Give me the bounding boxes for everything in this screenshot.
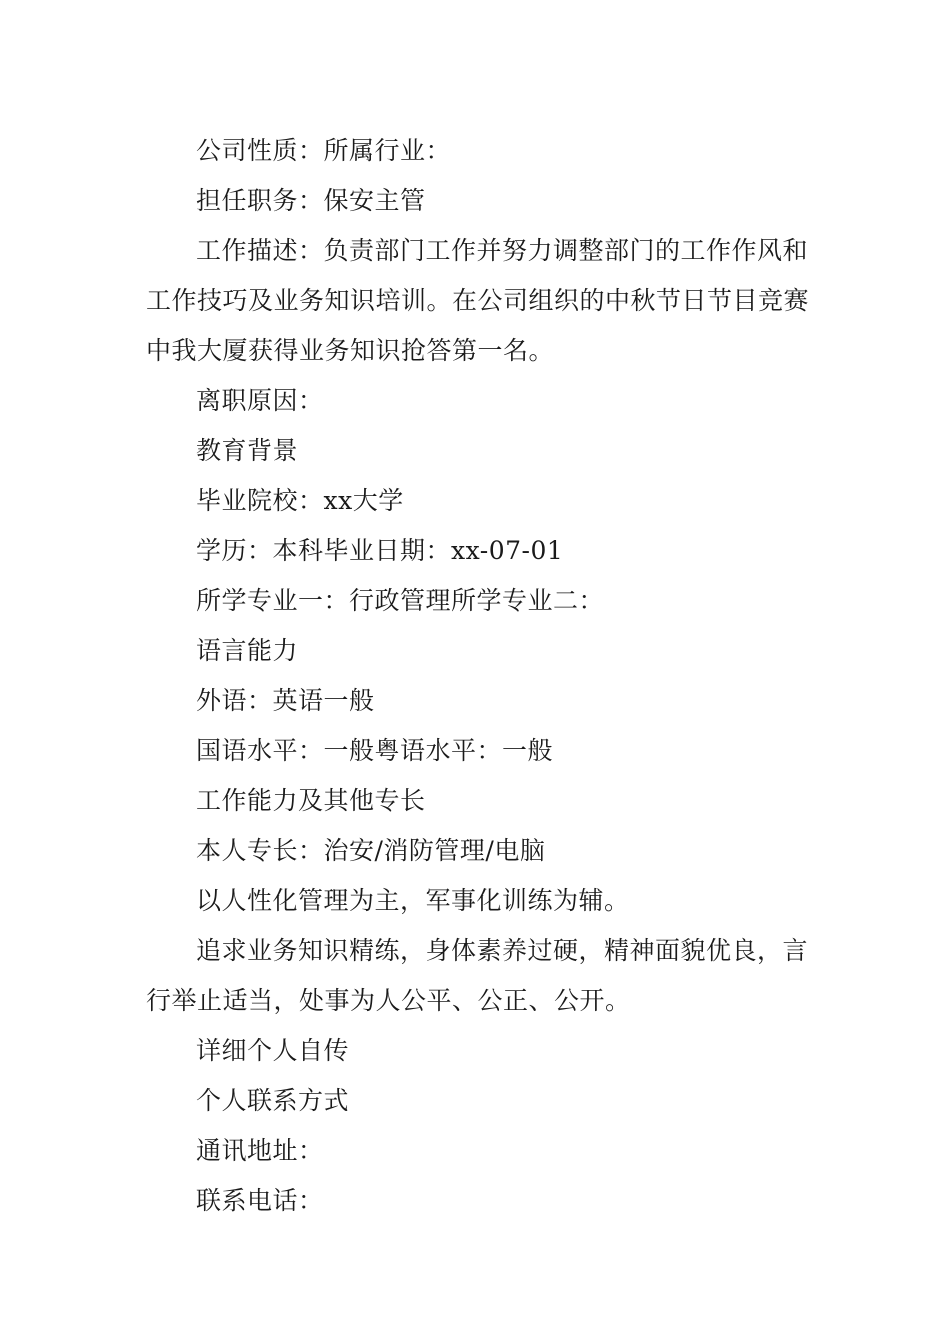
paragraph-pursuit: 追求业务知识精练，身体素养过硬，精神面貌优良，言行举止适当，处事为人公平、公正、公开。 (146, 936, 809, 1015)
paragraph-phone: 联系电话： (196, 1186, 324, 1215)
paragraph-school: 毕业院校：xx大学 (196, 486, 404, 515)
paragraph-management-style: 以人性化管理为主，军事化训练为辅。 (196, 886, 630, 915)
paragraph-company-nature: 公司性质：所属行业： (196, 136, 452, 165)
section-heading-language: 语言能力 (196, 636, 299, 665)
paragraph-leave-reason: 离职原因： (196, 386, 324, 415)
section-heading-autobiography: 详细个人自传 (196, 1036, 350, 1065)
paragraph-address: 通讯地址： (196, 1136, 324, 1165)
section-heading-contact: 个人联系方式 (196, 1086, 350, 1115)
document-body (146, 126, 810, 1226)
paragraph-major: 所学专业一：行政管理所学专业二： (196, 586, 605, 615)
paragraph-foreign-language: 外语：英语一般 (196, 686, 375, 715)
paragraph-position: 担任职务：保安主管 (196, 186, 426, 215)
section-heading-education: 教育背景 (196, 436, 299, 465)
paragraph-mandarin-cantonese: 国语水平：一般粤语水平：一般 (196, 736, 554, 765)
paragraph-degree: 学历：本科毕业日期：xx-07-01 (196, 536, 564, 565)
paragraph-job-description: 工作描述：负责部门工作并努力调整部门的工作作风和工作技巧及业务知识培训。在公司组织的中秋节日节目竞赛中我大厦获得业务知识抢答第一名。 (146, 236, 810, 365)
paragraph-specialties: 本人专长：治安/消防管理/电脑 (196, 836, 546, 865)
section-heading-skills: 工作能力及其他专长 (196, 786, 426, 815)
